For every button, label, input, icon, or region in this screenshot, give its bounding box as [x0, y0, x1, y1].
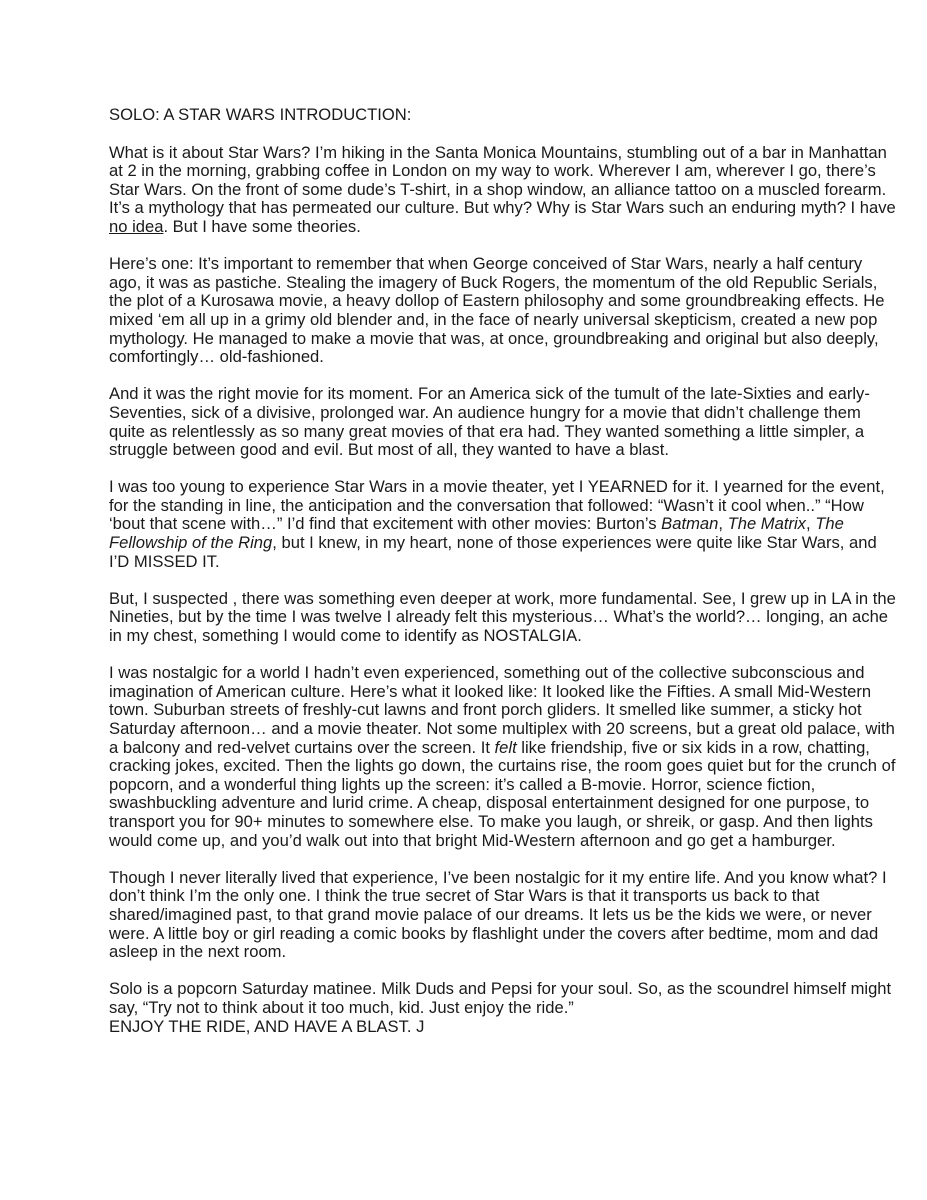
paragraph-1-text-a: What is it about Star Wars? I’m hiking in the Santa Monica Mountains, stumbling out of a bar in Manhattan at 2 in the morning, grabbing coffee in London on my way to work. Wherever I am, wherever I go, there’s Star Wars. On the front of some dude’s T-shirt, in a shop window, an alliance tattoo on a muscled forearm. It’s a mythology that has permeated our culture. But why? Why is Star Wars such an enduring myth? I have [109, 142, 896, 218]
paragraph-4-sep-2: , [805, 514, 816, 534]
paragraph-4 [109, 478, 899, 571]
paragraph-7: Though I never literally lived that experience, I’ve been nostalgic for it my entire life. And you know what? I don’t think I’m the only one. I think the true secret of Star Wars is that it transports us back to that shared/imagined past, to that grand movie palace of our dreams. It lets us be the kids we were, or never were. A little boy or girl reading a comic books by flashlight under the covers after bedtime, mom and dad asleep in the next room. [109, 867, 887, 962]
closing-line: ENJOY THE RIDE, AND HAVE A BLAST. J [109, 1016, 425, 1036]
paragraph-8-line-1: Solo is a popcorn Saturday matinee. Milk Duds and Pepsi for your soul. So, as the scoundrel himself might say, “Try not to think about it too much, kid. Just enjoy the ride.” [109, 979, 892, 1017]
paragraph-6-text-a: I was nostalgic for a world I hadn’t even experienced, something out of the collective subconscious and imagination of American culture. Here’s what it looked like: It looked like the Fifties. A small Mid-Western town. Suburban streets of freshly-cut lawns and front porch gliders. It smelled like summer, a sticky hot Saturday afternoon… and a movie theater. Not some multiplex with 20 screens, but a great old palace, with a balcony and red-velvet curtains over the screen. It [109, 663, 895, 757]
italic-word-felt: felt [494, 737, 517, 757]
paragraph-5: But, I suspected , there was something even deeper at work, more fundamental. See, I grew up in LA in the Nineties, but by the time I was twelve I already felt this mysterious… What’s the world?… longing, an ache in my chest, something I would come to identify as NOSTALGIA. [109, 588, 896, 646]
paragraph-4-text-a: I was too young to experience Star Wars in a movie theater, yet I YEARNED for it. I yearned for the event, for the standing in line, the anticipation and the conversation that followed: “Wasn’t it cool when..” “How ‘bout that scene with…” I’d find that excitement with other movies: Burton’s [109, 477, 885, 534]
paragraph-3: And it was the right movie for its moment. For an America sick of the tumult of the late-Sixties and early-Seventies, sick of a divisive, prolonged war. An audience hungry for a movie that didn’t challenge them quite as relentlessly as so many great movies of that era had. They wanted something a little simpler, a struggle between good and evil. But most of all, they wanted to have a blast. [109, 384, 870, 460]
italic-title-matrix: The Matrix [727, 514, 806, 534]
paragraph-1-text-b: . But I have some theories. [163, 216, 361, 236]
italic-title-batman: Batman [661, 514, 719, 534]
paragraph-2: Here’s one: It’s important to remember that when George conceived of Star Wars, nearly a half century ago, it was as pastiche. Stealing the imagery of Buck Rogers, the momentum of the old Republic Serials, the plot of a Kurosawa movie, a heavy dollop of Eastern philosophy and some groundbreaking effects. He mixed ‘em all up in a grimy old blender and, in the face of nearly universal skepticism, created a new pop mythology. He managed to make a movie that was, at once, groundbreaking and original but also deeply, comfortingly… old-fashioned. [109, 254, 885, 367]
paragraph-1 [109, 144, 899, 237]
paragraph-8 [109, 980, 899, 1036]
italic-title-fellowship: The Fellowship of the Ring [109, 514, 844, 553]
document-title: SOLO: A STAR WARS INTRODUCTION: [109, 105, 412, 124]
paragraph-6-text-b: like friendship, five or six kids in a row, chatting, cracking jokes, excited. Then the lights go down, the curtains rise, the room goes quiet but for the crunch of popcorn, and a wonderful thing lights up the screen: it’s called a B-movie. Horror, science fiction, swashbuckling adventure and lurid crime. A cheap, disposal entertainment designed for one purpose, to transport you for 90+ minutes to somewhere else. To make you laugh, or shreik, or gasp. And then lights would come up, and you’d walk out into that bright Mid-Western afternoon and go get a hamburger. [109, 737, 896, 850]
document-page [109, 106, 899, 1036]
underlined-phrase: no idea [109, 216, 164, 236]
paragraph-4-sep-1: , [718, 514, 728, 534]
paragraph-6 [109, 664, 899, 850]
paragraph-4-text-d: , but I knew, in my heart, none of those experiences were quite like Star Wars, and I’D MISSED IT. [109, 533, 877, 571]
